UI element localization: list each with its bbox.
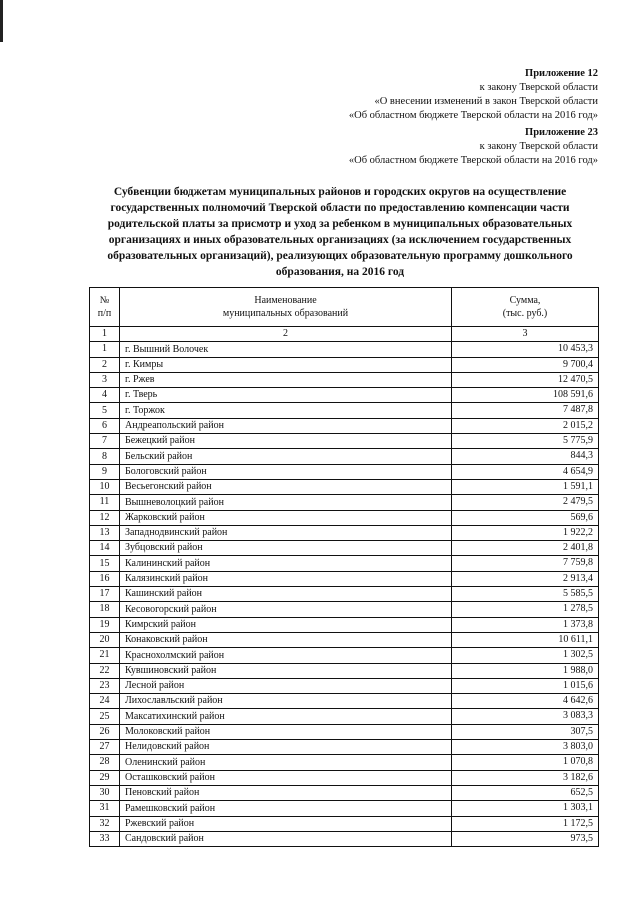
row-number-cell: 26 [90,724,120,739]
amount-cell: 3 083,3 [452,709,599,724]
appendix-line: «Об областном бюджете Тверской области на 2016 год» [348,155,598,166]
municipality-name-cell: Лесной район [120,678,452,693]
scan-edge-mark [0,0,3,42]
amount-cell: 1 303,1 [452,801,599,816]
appendix-line: «Об областном бюджете Тверской области на 2016 год» [348,110,598,121]
municipality-name-cell: Бежецкий район [120,434,452,449]
row-number-cell: 23 [90,678,120,693]
table-row [90,495,599,510]
amount-cell: 1 591,1 [452,479,599,494]
appendix-line: к закону Тверской области [479,82,598,93]
row-number-cell: 33 [90,831,120,846]
table-row [90,663,599,678]
column-number: 1 [90,327,120,342]
amount-cell: 3 182,6 [452,770,599,785]
table-row [90,602,599,617]
table-row [90,632,599,647]
amount-cell: 2 015,2 [452,418,599,433]
row-number-cell: 20 [90,632,120,647]
amount-cell: 2 913,4 [452,571,599,586]
table-row [90,372,599,387]
municipality-name-cell: Лихославльский район [120,694,452,709]
amount-cell: 1 070,8 [452,755,599,770]
table-row [90,479,599,494]
row-number-cell: 28 [90,755,120,770]
municipality-name-cell: Калининский район [120,556,452,571]
row-number-cell: 24 [90,694,120,709]
table-row [90,541,599,556]
municipality-name-cell: Краснохолмский район [120,648,452,663]
subsidies-table [89,287,599,847]
amount-cell: 12 470,5 [452,372,599,387]
table-row [90,464,599,479]
title-line: организациях и иных образовательных организациях (за исключением государственных [108,234,572,246]
amount-cell: 10 453,3 [452,342,599,357]
column-number-row [90,327,599,342]
amount-cell: 1 373,8 [452,617,599,632]
title-line: образования, на 2016 год [275,266,405,278]
row-number-cell: 32 [90,816,120,831]
municipality-name-cell: Пеновский район [120,785,452,800]
row-number-cell: 1 [90,342,120,357]
municipality-name-cell: Бологовский район [120,464,452,479]
header-name: Наименование муниципальных образований [120,288,452,327]
table-row [90,755,599,770]
table-row [90,342,599,357]
amount-cell: 2 401,8 [452,541,599,556]
amount-cell: 7 487,8 [452,403,599,418]
table-row [90,388,599,403]
amount-cell: 1 172,5 [452,816,599,831]
municipality-name-cell: Андреапольский район [120,418,452,433]
row-number-cell: 2 [90,357,120,372]
municipality-name-cell: Западнодвинский район [120,525,452,540]
document-title [95,184,585,280]
table-row [90,724,599,739]
title-line: образовательных организаций), реализующих образовательную программу дошкольного [107,250,573,262]
municipality-name-cell: Кесовогорский район [120,602,452,617]
row-number-cell: 16 [90,571,120,586]
municipality-name-cell: Весьегонский район [120,479,452,494]
municipality-name-cell: Кимрский район [120,617,452,632]
table-row [90,587,599,602]
amount-cell: 973,5 [452,831,599,846]
row-number-cell: 17 [90,587,120,602]
table-row [90,785,599,800]
municipality-name-cell: г. Тверь [120,388,452,403]
municipality-name-cell: Максатихинский район [120,709,452,724]
amount-cell: 5 775,9 [452,434,599,449]
municipality-name-cell: г. Вышний Волочек [120,342,452,357]
row-number-cell: 21 [90,648,120,663]
row-number-cell: 5 [90,403,120,418]
table-row [90,709,599,724]
appendix-line: к закону Тверской области [479,141,598,152]
row-number-cell: 29 [90,770,120,785]
municipality-name-cell: Осташковский район [120,770,452,785]
table-row [90,801,599,816]
table-row [90,617,599,632]
header-sum: Сумма, (тыс. руб.) [452,288,599,327]
amount-cell: 3 803,0 [452,740,599,755]
table-row [90,357,599,372]
row-number-cell: 31 [90,801,120,816]
row-number-cell: 15 [90,556,120,571]
column-number: 3 [452,327,599,342]
municipality-name-cell: Конаковский район [120,632,452,647]
municipality-name-cell: Бельский район [120,449,452,464]
municipality-name-cell: Молоковский район [120,724,452,739]
row-number-cell: 6 [90,418,120,433]
row-number-cell: 25 [90,709,120,724]
row-number-cell: 9 [90,464,120,479]
title-line: государственных полномочий Тверской области по предоставлению компенсации части [110,202,570,214]
row-number-cell: 19 [90,617,120,632]
table-row [90,556,599,571]
table-row [90,525,599,540]
municipality-name-cell: Нелидовский район [120,740,452,755]
table-row [90,571,599,586]
row-number-cell: 22 [90,663,120,678]
title-line: Субвенции бюджетам муниципальных районов и городских округов на осуществление [113,186,567,198]
amount-cell: 652,5 [452,785,599,800]
row-number-cell: 4 [90,388,120,403]
row-number-cell: 3 [90,372,120,387]
table-row [90,449,599,464]
amount-cell: 1 988,0 [452,663,599,678]
table-row [90,831,599,846]
municipality-name-cell: Ржевский район [120,816,452,831]
municipality-name-cell: г. Ржев [120,372,452,387]
amount-cell: 1 302,5 [452,648,599,663]
municipality-name-cell: Рамешковский район [120,801,452,816]
table-row [90,403,599,418]
appendix-23-heading [349,126,598,168]
row-number-cell: 30 [90,785,120,800]
row-number-cell: 7 [90,434,120,449]
appendix-12-heading [349,67,598,123]
amount-cell: 4 642,6 [452,694,599,709]
municipality-name-cell: Жарковский район [120,510,452,525]
table-row [90,510,599,525]
municipality-name-cell: Зубцовский район [120,541,452,556]
table-body [90,342,599,847]
row-number-cell: 13 [90,525,120,540]
municipality-name-cell: Калязинский район [120,571,452,586]
table-row [90,694,599,709]
amount-cell: 4 654,9 [452,464,599,479]
table-row [90,816,599,831]
amount-cell: 569,6 [452,510,599,525]
table-row [90,648,599,663]
table-row [90,740,599,755]
municipality-name-cell: Кашинский район [120,587,452,602]
row-number-cell: 11 [90,495,120,510]
table-row [90,770,599,785]
column-number: 2 [120,327,452,342]
row-number-cell: 12 [90,510,120,525]
amount-cell: 1 278,5 [452,602,599,617]
amount-cell: 307,5 [452,724,599,739]
row-number-cell: 27 [90,740,120,755]
amount-cell: 2 479,5 [452,495,599,510]
table-row [90,434,599,449]
amount-cell: 7 759,8 [452,556,599,571]
appendix-title: Приложение 12 [525,68,598,79]
appendix-title: Приложение 23 [525,127,598,138]
row-number-cell: 18 [90,602,120,617]
amount-cell: 10 611,1 [452,632,599,647]
table-row [90,418,599,433]
row-number-cell: 8 [90,449,120,464]
municipality-name-cell: г. Кимры [120,357,452,372]
row-number-cell: 14 [90,541,120,556]
amount-cell: 1 922,2 [452,525,599,540]
municipality-name-cell: Вышневолоцкий район [120,495,452,510]
municipality-name-cell: Кувшиновский район [120,663,452,678]
amount-cell: 9 700,4 [452,357,599,372]
municipality-name-cell: Сандовский район [120,831,452,846]
title-line: родительской платы за присмотр и уход за ребенком в муниципальных образовательных [107,218,573,230]
municipality-name-cell: Оленинский район [120,755,452,770]
amount-cell: 844,3 [452,449,599,464]
appendix-line: «О внесении изменений в закон Тверской области [374,96,598,107]
amount-cell: 5 585,5 [452,587,599,602]
row-number-cell: 10 [90,479,120,494]
table-row [90,678,599,693]
municipality-name-cell: г. Торжок [120,403,452,418]
amount-cell: 108 591,6 [452,388,599,403]
header-number: № п/п [90,288,120,327]
table-header-row [90,288,599,327]
amount-cell: 1 015,6 [452,678,599,693]
